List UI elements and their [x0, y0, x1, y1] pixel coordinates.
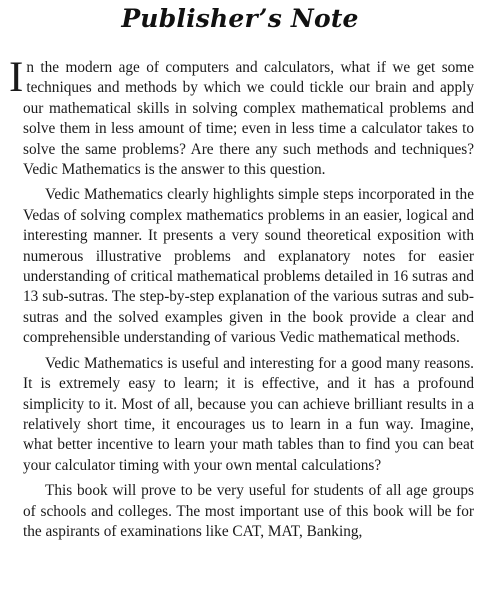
paragraph-1 [9, 54, 474, 180]
body-text [9, 54, 474, 542]
paragraph-2: Vedic Mathematics clearly highlights simple steps incorporated in the Vedas of solving complex mathematics problems in an easier, logical and interesting manner. It presents a very sound theoretical exposition with numerous illustrative problems and explanatory notes for easier understanding of critical mathematical problems detailed in 16 sutras and 13 sub-sutras. The step-by-step explanation of the various sutras and sub-sutras and the solved examples given in the book provide a clear and comprehensible understanding of various Vedic mathematical methods. [23, 186, 474, 347]
paragraph-1-text: n the modern age of computers and calculators, what if we get some techniques and methods by which we could tickle our brain and apply our mathematical skills in solving complex mathematical problems and solve them in less amount of time; even in less time a calculator takes to solve the same problems? Are there any such methods and techniques? Vedic Mathematics is the answer to this question. [23, 59, 474, 179]
page-title: Publisher’s Note [121, 4, 359, 33]
paragraph-4: This book will prove to be very useful for students of all age groups of schools and colleges. The most important use of this book will be for the aspirants of examinations like CAT, MAT, Banking, [23, 482, 474, 540]
paragraph-3: Vedic Mathematics is useful and interesting for a good many reasons. It is extremely easy to learn; it is effective, and it has a profound simplicity to it. Most of all, because you can achieve brilliant results in a relatively short time, it encourages us to learn in a fun way. Imagine, what better incentive to learn your math tables than to find you can beat your calculator timing with your own mental calculations? [23, 354, 474, 474]
drop-cap: I [9, 54, 24, 101]
